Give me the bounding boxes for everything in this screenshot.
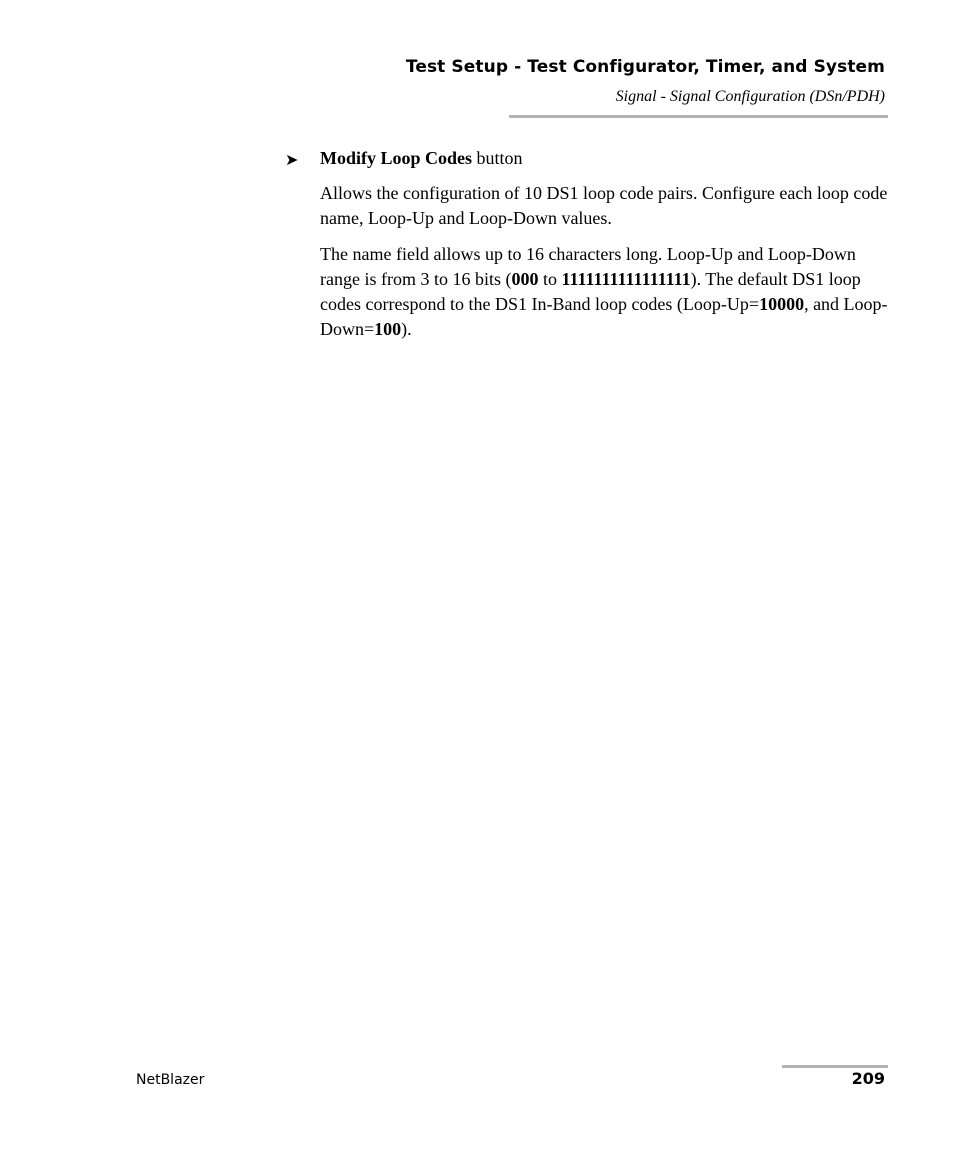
header-divider xyxy=(509,115,888,118)
text-run: to xyxy=(538,269,562,289)
text-run: ). xyxy=(401,319,412,339)
text-run: , and Loop-Down= xyxy=(320,294,888,339)
bullet-label-rest: button xyxy=(472,148,523,168)
bullet-label-bold: Modify Loop Codes xyxy=(320,148,473,168)
bold-value: 10000 xyxy=(759,294,805,314)
text-run: The name field allows up to 16 characters long. Loop-Up and Loop-Down range is from 3 to 16 bits ( xyxy=(320,244,856,289)
product-name: NetBlazer xyxy=(136,1072,205,1088)
arrow-bullet-icon: ➤ xyxy=(285,150,299,169)
footer-divider xyxy=(782,1065,888,1068)
bold-value: 1111111111111111 xyxy=(561,269,691,289)
text-run: ). The default DS1 loop codes correspond to the DS1 In-Band loop codes (Loop-Up= xyxy=(320,269,861,314)
section-subtitle: Signal - Signal Configuration (DSn/PDH) xyxy=(615,88,885,105)
bullet-item xyxy=(320,146,888,171)
section-title: Test Setup - Test Configurator, Timer, and System xyxy=(405,57,885,77)
bold-value: 000 xyxy=(511,269,539,289)
paragraph-range xyxy=(320,242,888,342)
body-content xyxy=(320,146,888,353)
paragraph-description: Allows the configuration of 10 DS1 loop code pairs. Configure each loop code name, Loop-Up and Loop-Down values. xyxy=(320,183,888,228)
page-number: 209 xyxy=(851,1069,885,1088)
bold-value: 100 xyxy=(374,319,402,339)
